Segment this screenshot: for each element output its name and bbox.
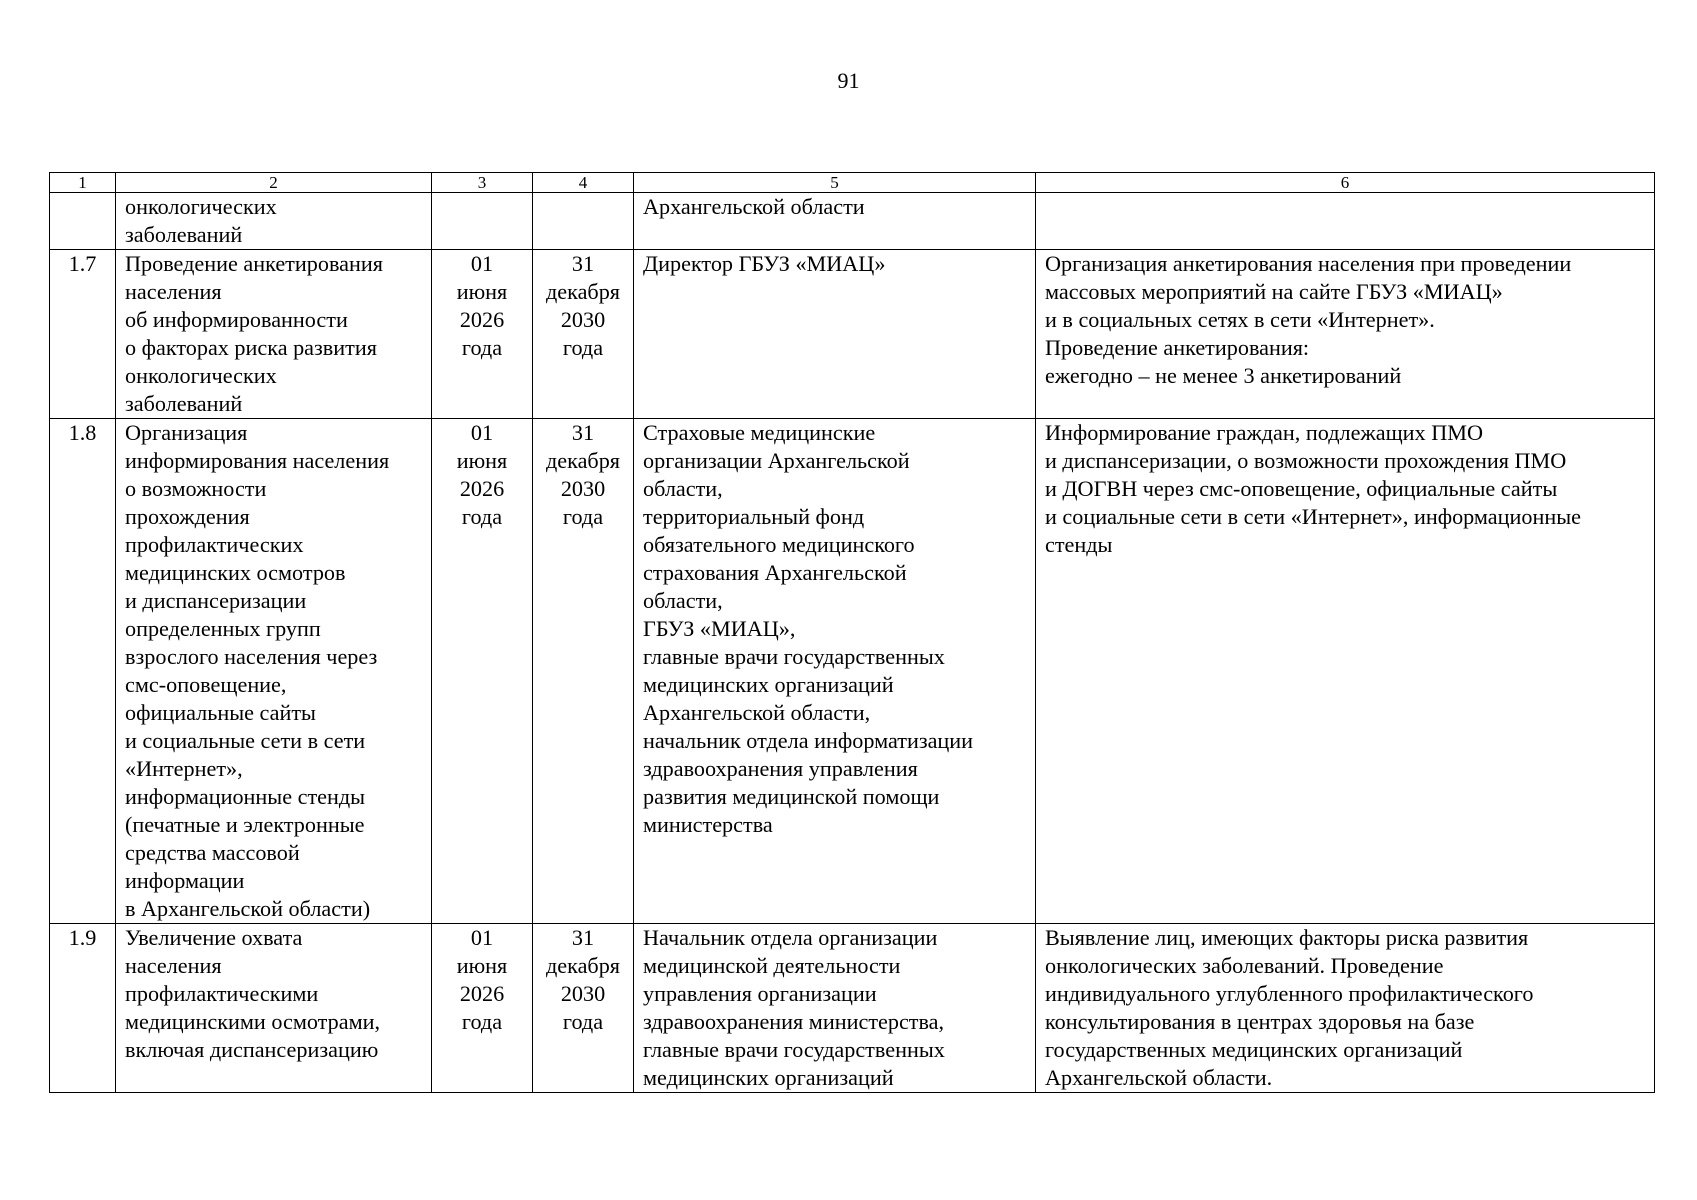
column-number-row xyxy=(50,173,1655,193)
cell-text-line: территориальный фонд xyxy=(643,504,865,529)
cell-start-date xyxy=(432,924,533,1093)
cell-text-line: 01 xyxy=(470,925,494,950)
cell-responsible xyxy=(634,193,1036,250)
page-number: 91 xyxy=(837,68,860,93)
cell-text-line: Выявление лиц, имеющих факторы риска развития xyxy=(1045,925,1529,950)
cell-text-line: взрослого населения через xyxy=(125,644,378,669)
cell-end-date xyxy=(533,419,634,924)
cell-text-line: 2026 xyxy=(459,981,505,1006)
cell-text-line: об информированности xyxy=(125,307,348,332)
cell-expected-result xyxy=(1036,419,1655,924)
cell-text-line: включая диспансеризацию xyxy=(125,1037,379,1062)
cell-text-line: определенных групп xyxy=(125,616,321,641)
cell-text-line: декабря xyxy=(545,953,621,978)
cell-text-line: онкологических xyxy=(125,194,277,219)
cell-text-line: июня xyxy=(456,953,508,978)
column-number-header: 1 xyxy=(50,173,116,193)
cell-text-line: массовых мероприятий на сайте ГБУЗ «МИАЦ» xyxy=(1045,279,1503,304)
cell-text-line: главные врачи государственных xyxy=(643,1037,945,1062)
cell-measure xyxy=(116,250,432,419)
cell-text-line: Проведение анкетирования xyxy=(125,251,383,276)
cell-text-line: информации xyxy=(125,868,245,893)
cell-end-date xyxy=(533,193,634,250)
cell-text-line: здравоохранения министерства, xyxy=(643,1009,945,1034)
cell-text-line: в Архангельской области) xyxy=(125,896,371,921)
cell-text-line: 01 xyxy=(470,420,494,445)
cell-text-line: «Интернет», xyxy=(125,756,243,781)
cell-text-line: заболеваний xyxy=(125,391,243,416)
cell-text-line: Архангельской области xyxy=(643,194,865,219)
cell-text-line: главные врачи государственных xyxy=(643,644,945,669)
cell-expected-result xyxy=(1036,193,1655,250)
cell-text-line: 31 xyxy=(571,420,595,445)
cell-item-number: 1.9 xyxy=(50,924,116,1093)
cell-text-line: населения xyxy=(125,279,222,304)
action-plan-table xyxy=(49,172,1655,1093)
cell-text-line: 2030 xyxy=(560,307,606,332)
cell-text-line: 31 xyxy=(571,251,595,276)
cell-item-number: 1.8 xyxy=(50,419,116,924)
cell-expected-result xyxy=(1036,250,1655,419)
cell-responsible xyxy=(634,924,1036,1093)
cell-text-line: консультирования в центрах здоровья на базе xyxy=(1045,1009,1475,1034)
cell-text-line: июня xyxy=(456,448,508,473)
cell-start-date xyxy=(432,250,533,419)
cell-start-date xyxy=(432,419,533,924)
cell-text-line: года xyxy=(562,504,604,529)
column-number-header: 4 xyxy=(533,173,634,193)
cell-text-line: населения xyxy=(125,953,222,978)
cell-responsible xyxy=(634,419,1036,924)
cell-text-line: Увеличение охвата xyxy=(125,925,303,950)
cell-end-date xyxy=(533,924,634,1093)
cell-text-line: средства массовой xyxy=(125,840,300,865)
cell-measure xyxy=(116,193,432,250)
cell-text-line: начальник отдела информатизации xyxy=(643,728,974,753)
cell-text-line: ГБУЗ «МИАЦ», xyxy=(643,616,796,641)
table-row xyxy=(50,250,1655,419)
cell-text-line: страхования Архангельской xyxy=(643,560,907,585)
cell-text-line: года xyxy=(562,1009,604,1034)
column-number-header: 2 xyxy=(116,173,432,193)
cell-text-line: организации Архангельской xyxy=(643,448,910,473)
cell-text-line: (печатные и электронные xyxy=(125,812,365,837)
cell-expected-result xyxy=(1036,924,1655,1093)
cell-text-line: и социальные сети в сети xyxy=(125,728,366,753)
table-row xyxy=(50,419,1655,924)
cell-text-line: профилактическими xyxy=(125,981,319,1006)
cell-text-line: Организация анкетирования населения при проведении xyxy=(1045,251,1572,276)
cell-text-line: медицинскими осмотрами, xyxy=(125,1009,381,1034)
cell-text-line: и диспансеризации xyxy=(125,588,307,613)
cell-text-line: 31 xyxy=(571,925,595,950)
cell-text-line: Архангельской области. xyxy=(1045,1065,1273,1090)
cell-text-line: 2030 xyxy=(560,981,606,1006)
cell-text-line: медицинских организаций xyxy=(643,1065,894,1090)
cell-text-line: области, xyxy=(643,588,723,613)
cell-text-line: информационные стенды xyxy=(125,784,366,809)
cell-text-line: года xyxy=(461,504,503,529)
cell-text-line: онкологических заболеваний. Проведение xyxy=(1045,953,1444,978)
column-number-header: 6 xyxy=(1036,173,1655,193)
cell-text-line: заболеваний xyxy=(125,222,243,247)
cell-text-line: декабря xyxy=(545,279,621,304)
cell-end-date xyxy=(533,250,634,419)
cell-text-line: Информирование граждан, подлежащих ПМО xyxy=(1045,420,1483,445)
cell-text-line: смс-оповещение, xyxy=(125,672,287,697)
cell-text-line: медицинской деятельности xyxy=(643,953,901,978)
cell-text-line: медицинских осмотров xyxy=(125,560,346,585)
cell-item-number xyxy=(50,193,116,250)
cell-text-line: Начальник отдела организации xyxy=(643,925,938,950)
cell-text-line: 2026 xyxy=(459,476,505,501)
cell-text-line: прохождения xyxy=(125,504,250,529)
cell-text-line: профилактических xyxy=(125,532,304,557)
cell-text-line: онкологических xyxy=(125,363,277,388)
cell-text-line: Проведение анкетирования: xyxy=(1045,335,1310,360)
cell-text-line: официальные сайты xyxy=(125,700,316,725)
cell-measure xyxy=(116,419,432,924)
cell-measure xyxy=(116,924,432,1093)
table-row xyxy=(50,193,1655,250)
cell-text-line: года xyxy=(461,335,503,360)
cell-text-line: информирования населения xyxy=(125,448,390,473)
cell-text-line: Организация xyxy=(125,420,248,445)
cell-text-line: о возможности xyxy=(125,476,267,501)
cell-text-line: 2026 xyxy=(459,307,505,332)
cell-text-line: государственных медицинских организаций xyxy=(1045,1037,1463,1062)
cell-text-line: медицинских организаций xyxy=(643,672,894,697)
cell-text-line: о факторах риска развития xyxy=(125,335,377,360)
cell-text-line: области, xyxy=(643,476,723,501)
cell-text-line: индивидуального углубленного профилактического xyxy=(1045,981,1534,1006)
cell-text-line: 01 xyxy=(470,251,494,276)
cell-text-line: и социальные сети в сети «Интернет», информационные xyxy=(1045,504,1581,529)
cell-text-line: ежегодно – не менее 3 анкетирований xyxy=(1045,363,1402,388)
cell-text-line: Страховые медицинские xyxy=(643,420,876,445)
cell-text-line: июня xyxy=(456,279,508,304)
cell-start-date xyxy=(432,193,533,250)
cell-item-number: 1.7 xyxy=(50,250,116,419)
cell-text-line: 2030 xyxy=(560,476,606,501)
cell-text-line: и диспансеризации, о возможности прохождения ПМО xyxy=(1045,448,1567,473)
cell-responsible xyxy=(634,250,1036,419)
cell-text-line: года xyxy=(562,335,604,360)
cell-text-line: Директор ГБУЗ «МИАЦ» xyxy=(643,251,886,276)
cell-text-line: стенды xyxy=(1045,532,1113,557)
cell-text-line: управления организации xyxy=(643,981,877,1006)
table-row xyxy=(50,924,1655,1093)
column-number-header: 5 xyxy=(634,173,1036,193)
cell-text-line: здравоохранения управления xyxy=(643,756,918,781)
cell-text-line: развития медицинской помощи xyxy=(643,784,940,809)
cell-text-line: министерства xyxy=(643,812,773,837)
cell-text-line: обязательного медицинского xyxy=(643,532,915,557)
cell-text-line: и в социальных сетях в сети «Интернет». xyxy=(1045,307,1435,332)
cell-text-line: года xyxy=(461,1009,503,1034)
column-number-header: 3 xyxy=(432,173,533,193)
cell-text-line: декабря xyxy=(545,448,621,473)
cell-text-line: и ДОГВН через смс-оповещение, официальные сайты xyxy=(1045,476,1558,501)
cell-text-line: Архангельской области, xyxy=(643,700,871,725)
